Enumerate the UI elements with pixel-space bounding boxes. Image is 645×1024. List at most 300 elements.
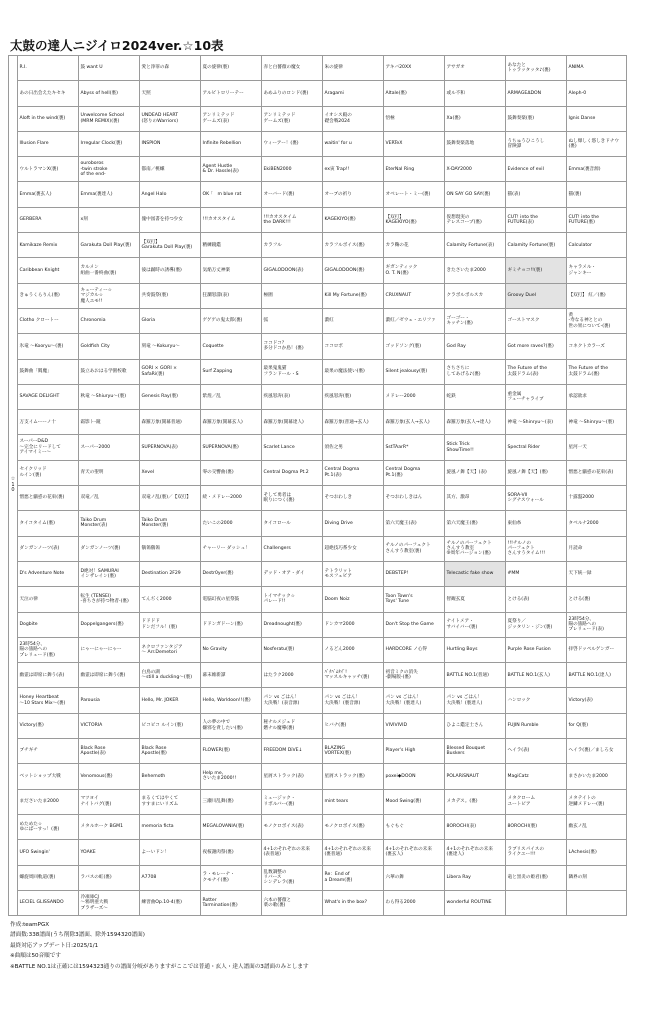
song-cell: きたさいたま2000 [445, 258, 506, 283]
song-cell: デッド・オア・ダイ [262, 561, 323, 586]
song-cell: BATTLE NO.1(玄人) [506, 663, 567, 688]
song-cell: FLOWER(裏) [201, 739, 262, 764]
song-cell: What's in the box? [323, 890, 384, 915]
song-cell: 赤と白薔薇の魔女 [262, 56, 323, 81]
song-cell: 森羅万象(普通→玄人) [323, 410, 384, 435]
song-cell: LECIEL GLISSANDO [18, 890, 79, 915]
song-cell: パン vs ごはん！ 大決戦！(裏達人) [445, 688, 506, 713]
song-cell: 竜と黒炎の姫君(裏) [506, 865, 567, 890]
song-cell: ANIMA [567, 56, 627, 81]
table-row [9, 814, 627, 839]
song-cell: 黄 -寿なる神ととの 世の果について-(裏) [567, 308, 627, 333]
song-cell: Clotho クロートー [18, 308, 79, 333]
song-cell: きゅうくらりん(裏) [18, 283, 79, 308]
song-cell: Gloria [140, 308, 201, 333]
song-cell: 星屑ストラック(裏) [323, 764, 384, 789]
song-cell: MagiCatz [506, 764, 567, 789]
song-cell: Spectral Rider [506, 435, 567, 460]
song-cell: ネクロファンタジア ～ Arr.Demetori [140, 637, 201, 662]
song-cell: ゴッドソング(裏) [384, 334, 445, 359]
song-cell: 最果の魔法使い(裏) [323, 359, 384, 384]
song-cell: ﾊﾞﾁﾊﾞﾑﾀｲﾞ! マッスルキャッチ(裏) [323, 663, 384, 688]
song-cell: Chronomia [79, 308, 140, 333]
song-cell: Taiko Drum Monster(裏) [140, 511, 201, 536]
song-cell: 蛇鉄 [445, 384, 506, 409]
table-row [9, 561, 627, 586]
song-cell: Nosferatu(裏) [262, 637, 323, 662]
song-cell: Caribbean Knight [18, 258, 79, 283]
footer-line: 最終対応アップデート日:2025/1/1 [10, 942, 99, 949]
song-cell: コネクトカラーズ [567, 334, 627, 359]
song-cell: スーパー2000 [79, 435, 140, 460]
song-cell: ヘイラ(表) [506, 739, 567, 764]
footer-line: ※曲順は50音順です [10, 953, 61, 960]
song-cell: 霜影ト-鏡 [79, 410, 140, 435]
song-cell: Got more raves?(裏) [506, 334, 567, 359]
song-cell: クラポルポルスカ [445, 283, 506, 308]
song-cell: Coquette [201, 334, 262, 359]
song-cell: セイクリッド ルイン(裏) [18, 460, 79, 485]
song-cell: キューティー☆ マジカル☆ 魔人エモ!! [79, 283, 140, 308]
song-cell: UFO Swingin' [18, 840, 79, 865]
song-cell: 天照 [140, 81, 201, 106]
song-cell: 第六天魔王(表) [384, 511, 445, 536]
song-cell: ヒバナ(裏) [323, 713, 384, 738]
song-cell: 傀中図書を持つ少女 [140, 207, 201, 232]
song-cell: MEGALOVANIA(裏) [201, 814, 262, 839]
song-cell: ARMAGEΔDON [506, 81, 567, 106]
song-cell: 森羅万象(開幕達人) [262, 410, 323, 435]
song-cell: R.I. [18, 56, 79, 81]
footer-line: 譜面数:338譜面(うち削除3譜面、除外1594320譜面) [10, 932, 145, 939]
song-cell: モノクロボイス(裏) [323, 814, 384, 839]
song-cell: SstTAarR* [384, 435, 445, 460]
song-cell: 4+1のそれぞれの未来 (裏玄人) [384, 840, 445, 865]
song-cell: EkiBEN2000 [262, 157, 323, 182]
song-cell: オベレート・ミー(裏) [384, 182, 445, 207]
song-cell: No Gravity [201, 637, 262, 662]
song-cell: ドドドド ドンだフル！(裏) [140, 612, 201, 637]
song-cell: Hello, Worldoon!!(裏) [201, 688, 262, 713]
song-cell: メドレー2000 [384, 384, 445, 409]
song-cell: 猫(表) [506, 182, 567, 207]
table-row [9, 511, 627, 536]
song-cell: Stick Trick ShowTime!! [445, 435, 506, 460]
table-row [9, 688, 627, 713]
song-cell: Hurtling Boys [445, 637, 506, 662]
song-cell: CUT! into the FUTURE(裏) [567, 207, 627, 232]
song-cell: Unwelcome School (MRM REMIX)(裏) [79, 106, 140, 131]
song-cell: Don't Stop the Game [384, 612, 445, 637]
table-row [9, 612, 627, 637]
song-cell: 幕末維新譚 [201, 663, 262, 688]
song-cell: GORI × GORI × SafaRi(裏) [140, 359, 201, 384]
song-cell: Irregular Clock(裏) [79, 131, 140, 156]
song-cell [506, 890, 567, 915]
song-cell: HARDCORE ノ心得 [384, 637, 445, 662]
table-row [9, 764, 627, 789]
song-cell: あなたと トゥラッタッタ♪(裏) [506, 56, 567, 81]
table-row [9, 233, 627, 258]
song-cell: !!!カオスタイム [201, 207, 262, 232]
song-cell: INSPION [140, 131, 201, 156]
song-cell: はたラク2000 [262, 663, 323, 688]
song-cell: 零の交響曲(裏) [201, 460, 262, 485]
song-cell: !!!チルノの パーフェクト さんすうタイム!!! [506, 536, 567, 561]
song-cell: よーいドン！ [140, 840, 201, 865]
table-row [9, 359, 627, 384]
song-cell: 拝啓ドッペルゲンガー [567, 637, 627, 662]
song-cell: 弧 [262, 308, 323, 333]
table-row [9, 157, 627, 182]
song-cell: 天下統一録 [567, 561, 627, 586]
song-cell: ex寅 Trap!! [323, 157, 384, 182]
song-cell: 承認欲求 [567, 384, 627, 409]
song-cell: 狂瀾怒濤(表) [201, 283, 262, 308]
song-cell: Central Dogma Pt.2 [262, 460, 323, 485]
song-cell: 乱数調整の リバース シンデレラ(裏) [262, 865, 323, 890]
song-cell: 十露盤2000 [567, 486, 627, 511]
song-cell: 幽霊は即席に舞う(表) [18, 663, 79, 688]
table-row [9, 131, 627, 156]
song-cell: !!!カオスタイム the DARK!!! [262, 207, 323, 232]
song-cell: CUT! into the FUTURE(表) [506, 207, 567, 232]
song-cell: Dreadnought(裏) [262, 612, 323, 637]
song-cell: 旋風ノ舞【天】(裏) [506, 460, 567, 485]
song-cell: The Future of the 太鼓ドラム(表) [506, 359, 567, 384]
song-cell [567, 890, 627, 915]
song-cell: ゴーストマスク [506, 308, 567, 333]
song-cell: Emma(裏音源) [567, 157, 627, 182]
song-cell: アルビトロリーテー [201, 81, 262, 106]
song-cell: 初音ミクの消失 -劇場版-(裏) [384, 663, 445, 688]
song-cell: キャラメル・ ジャンキー [567, 258, 627, 283]
song-cell: マツヨイ ナイトバグ(裏) [79, 789, 140, 814]
song-cell: 続・メドレー2000 [201, 486, 262, 511]
song-cell: Emma(裏玄人) [18, 182, 79, 207]
song-cell: アンリミテッド ゲームズ(表) [201, 106, 262, 131]
song-cell: 其方、激昂 [445, 486, 506, 511]
song-cell: Altale(裏) [384, 81, 445, 106]
song-cell: Dogbite [18, 612, 79, 637]
song-cell: チルノのパーフェクト さんすう教室(裏) [384, 536, 445, 561]
song-cell: Rotter Tarmination(裏) [201, 890, 262, 915]
song-cell: ダンガンノーツ(裏) [79, 536, 140, 561]
song-cell: Aleph-0 [567, 81, 627, 106]
song-cell: 都南／桃螺 [140, 157, 201, 182]
song-cell: mint tears [323, 789, 384, 814]
song-cell: OK ｢ m blue rat [201, 182, 262, 207]
song-cell: メタルホーク BGM1 [79, 814, 140, 839]
song-cell: 秘ナルメジェド 燃ナル魔導(裏) [262, 713, 323, 738]
song-cell: 電脳幻夜の星祭鼓 [201, 587, 262, 612]
song-cell: Scarlet Lance [262, 435, 323, 460]
song-cell: ゲゲゲの鬼太郎(裏) [201, 308, 262, 333]
song-cell: Help me, さいたま2000!! [201, 764, 262, 789]
song-cell: Central Dogma Pt.1(表) [323, 460, 384, 485]
table-row [9, 258, 627, 283]
song-cell: ドドンガドーン(裏) [201, 612, 262, 637]
song-cell: Hello, Mr. JOKER [140, 688, 201, 713]
song-cell: 星屑ストラック(表) [262, 764, 323, 789]
song-cell: カルメン 組曲一番終曲(裏) [79, 258, 140, 283]
song-cell: ココドコ？ 多分ドコか島！(裏) [262, 334, 323, 359]
song-cell: あめふりのロンド(裏) [262, 81, 323, 106]
song-cell: 鼓舞奏楽(裏) [506, 106, 567, 131]
song-cell: 憎悪と鶸惑の花束(裏) [18, 486, 79, 511]
song-cell: 六本の薔薇と 菜の歌(裏) [262, 890, 323, 915]
page-title: 太鼓の達人ニジイロ2024ver.☆10表 [10, 38, 224, 53]
song-cell: 白鳥の湖 ～still a duckling～(裏) [140, 663, 201, 688]
song-cell: 重金属 フューチャライブ [506, 384, 567, 409]
song-cell: 万支イムーーノ十 [18, 410, 79, 435]
song-cell: SORA-VII シグナスウォール [506, 486, 567, 511]
song-cell: ラ・モレーナ・ クモナイ(裏) [201, 865, 262, 890]
song-cell: 【双打】 紅／(裏) [567, 283, 627, 308]
song-cell: 双竜ノ乱(裏)／【双打】 [140, 486, 201, 511]
song-cell: 超絶技巧系少女 [323, 536, 384, 561]
song-cell: Calculator [567, 233, 627, 258]
song-cell: SAVAGE DELIGHT [18, 384, 79, 409]
song-cell: Victory(裏) [18, 713, 79, 738]
song-cell: 鶺鴒鶺鴒 [140, 536, 201, 561]
song-cell: 三瀬川乱舞(裏) [201, 789, 262, 814]
song-cell: 仮想現実の テレスコープ(裏) [445, 207, 506, 232]
song-cell: Behemoth [140, 764, 201, 789]
song-cell: そつおわしきはん [384, 486, 445, 511]
song-cell: ぬし爆しく悠しきドナウ(裏) [567, 131, 627, 156]
song-cell: とける(表) [506, 587, 567, 612]
song-cell: memoria ficta [140, 814, 201, 839]
song-cell: ギミチョコ!!(裏) [506, 258, 567, 283]
song-cell: カラフル [262, 233, 323, 258]
song-cell: ベットショップ大戦 [18, 764, 79, 789]
song-cell: Re：End of a Dream(裏) [323, 865, 384, 890]
song-cell: 最果鬼鬼猫 フランドール・S [262, 359, 323, 384]
song-cell: Purple Rose Fusion [506, 637, 567, 662]
song-cell: GIGALODOON(裏) [323, 258, 384, 283]
song-cell: ココロボ [323, 334, 384, 359]
song-cell: Angel Halo [140, 182, 201, 207]
song-cell: Doom Noiz [323, 587, 384, 612]
song-cell: 東仙糸 [506, 511, 567, 536]
level-label: ☆10 [9, 56, 18, 916]
song-cell: 濃紅／ゼウェ・エリファ [384, 308, 445, 333]
song-cell: Emma(裏達人) [79, 182, 140, 207]
song-cell: 森羅万象(玄人→達人) [445, 410, 506, 435]
table-row [9, 56, 627, 81]
song-cell: 紫煌／乱 [201, 384, 262, 409]
song-cell: そつおわしき [323, 486, 384, 511]
song-cell: アサガオ [445, 56, 506, 81]
song-cell: 夜桜謝肉祭(裏) [201, 840, 262, 865]
song-cell: Agent Hustle & Dr. Hassle(表) [201, 157, 262, 182]
song-cell: Genesis Ray(裏) [140, 384, 201, 409]
song-cell: BLAZING VORTEX(裏) [323, 739, 384, 764]
song-cell: Challengers [262, 536, 323, 561]
song-cell: EterNal Ring [384, 157, 445, 182]
song-cell: x刻 [79, 207, 140, 232]
song-cell: Diving Drive [323, 511, 384, 536]
song-cell: テトラリット モスフェビア [323, 561, 384, 586]
song-cell: パン vs ごはん！ 大決戦！(裏音源) [323, 688, 384, 713]
song-cell: VERTeX [384, 131, 445, 156]
song-cell: まさかいたま2000 [567, 764, 627, 789]
song-cell: 極圏 [262, 283, 323, 308]
song-cell: Telecastic fake show [445, 561, 506, 586]
song-cell: 森羅万象(開幕普通) [140, 410, 201, 435]
song-cell: The Future of the 太鼓ドラム(裏) [567, 359, 627, 384]
song-cell: 森羅万象(玄人→玄人) [384, 410, 445, 435]
song-cell: 青天の聖明 [79, 460, 140, 485]
song-cell: ON SAY GO SAY(裏) [445, 182, 506, 207]
table-row [9, 384, 627, 409]
song-cell: 第六天魔王(裏) [445, 511, 506, 536]
song-cell: 憎悪と鶸惑の花束(表) [567, 460, 627, 485]
song-cell: チルノのパーフェクト さんすう教室 ⑨周年バージョン(裏) [445, 536, 506, 561]
song-cell: Xevel [140, 460, 201, 485]
song-cell: カラフルボイス(裏) [323, 233, 384, 258]
song-cell: God Ray [445, 334, 506, 359]
song-cell: Victory(表) [567, 688, 627, 713]
song-cell: 鼓舞奏楽落地 [445, 131, 506, 156]
song-cell: SUPERNOVA(裏) [201, 435, 262, 460]
song-cell: 鼓立あおはる学園校歌 [79, 359, 140, 384]
song-cell: 神竜 ～Shinryu～(裏) [567, 410, 627, 435]
song-cell: タベルナ2000 [567, 511, 627, 536]
song-cell: 天泣の律 [18, 587, 79, 612]
song-cell: Venomous(裏) [79, 764, 140, 789]
song-cell: waitin' for u [323, 131, 384, 156]
song-cell: 彼は踊時の誘導(裏) [140, 258, 201, 283]
song-cell: D絶対！SAMURAI インザレイン(裏) [79, 561, 140, 586]
song-cell: 朱の旋律 [323, 56, 384, 81]
song-cell: Aloft in the wind(裏) [18, 106, 79, 131]
song-cell: GERBERA [18, 207, 79, 232]
song-cell: ウルトラマンX(裏) [18, 157, 79, 182]
song-cell: Parousia [79, 688, 140, 713]
song-cell: 23時54分、 陽の旅路への プレリュード(表) [567, 612, 627, 637]
song-cell: 刻竜 ～Kokuryu～ [140, 334, 201, 359]
song-cell: LAchesis(裏) [567, 840, 627, 865]
song-cell: 神竜 ～Shinryu～(表) [506, 410, 567, 435]
song-cell: 8OROCHI(裏) [506, 814, 567, 839]
song-cell: 或ル不和 [445, 81, 506, 106]
song-cell: Kill My Fortune(裏) [323, 283, 384, 308]
song-cell: KAGEKIYO(裏) [323, 207, 384, 232]
song-cell: Surf Zapping [201, 359, 262, 384]
table-row [9, 207, 627, 232]
song-cell: 月読命 [567, 536, 627, 561]
song-cell: 六華の舞 [384, 865, 445, 890]
song-cell: DEBSTEP! [384, 561, 445, 586]
song-cell: とける(裏) [567, 587, 627, 612]
song-cell: A7708 [140, 865, 201, 890]
song-cell: Toon Town's Toys' Tune [384, 587, 445, 612]
song-cell: 疾風怒涛(裏) [323, 384, 384, 409]
song-cell: チャーリー ダッシュ！ [201, 536, 262, 561]
song-cell: 愛と浄罪の森 [140, 56, 201, 81]
song-cell: 夏の旋律(裏) [201, 56, 262, 81]
song-cell: Central Dogma Pt.1(裏) [384, 460, 445, 485]
table-row [9, 334, 627, 359]
song-cell: 鼓 want U [79, 56, 140, 81]
table-row [9, 435, 627, 460]
table-row [9, 637, 627, 662]
song-cell: パン vs ごはん！ 大決戦！(表音源) [262, 688, 323, 713]
song-cell: Ignis Danse [567, 106, 627, 131]
song-cell: Groovy Duel [506, 283, 567, 308]
song-cell: 人の夢の中で 嫌邪を貪したい(裏) [201, 713, 262, 738]
song-cell: Calamity Fortune(裏) [506, 233, 567, 258]
song-cell: Abyss of hell(裏) [79, 81, 140, 106]
song-cell: POLARiSNAUT [445, 764, 506, 789]
song-cell: ひよこ鑑定士さん [445, 713, 506, 738]
song-cell: 星河一天 [567, 435, 627, 460]
song-cell: Black Rose Apostle(裏) [140, 739, 201, 764]
song-cell: SUPERNOVA(表) [140, 435, 201, 460]
song-cell: FREEDOM DiVE↓ [262, 739, 323, 764]
song-cell: 鼓舞曲「閻魔」 [18, 359, 79, 384]
table-row [9, 81, 627, 106]
song-cell: ピコピコ ルイン(裏) [140, 713, 201, 738]
table-row [9, 840, 627, 865]
song-cell: ドンカマ2000 [323, 612, 384, 637]
song-cell: BATTLE NO.1(普通) [445, 663, 506, 688]
song-cell: あの日出会えたキセキ [18, 81, 79, 106]
song-cell: ミュージック・ リボルバー(裏) [262, 789, 323, 814]
song-cell: Taiko Drum Monster(表) [79, 511, 140, 536]
song-cell: 冷凍庫CJ ～鴉明亜大戦 ブラザーズ～ [79, 890, 140, 915]
song-cell: パン vs ごはん！ 大決戦！(裏達人) [384, 688, 445, 713]
song-cell: モノクロボイス(表) [262, 814, 323, 839]
song-cell: 23時54分、 陽の旅路への プレリュード(裏) [18, 637, 79, 662]
song-cell: Honey Heartbeat ～10 Stars Mix～(裏) [18, 688, 79, 713]
song-cell: ゴーゴー・ キッチン(裏) [445, 308, 506, 333]
song-cell: Aragami [323, 81, 384, 106]
song-cell: ラバスの虹(裏) [79, 865, 140, 890]
song-cell: 精練鏡鑑 [201, 233, 262, 258]
song-cell: にゃーにゃーにゃー [79, 637, 140, 662]
song-cell: スーパーD&D ～完全にリードして アイマイミー～ [18, 435, 79, 460]
song-cell: 智観玄夏 [445, 587, 506, 612]
song-cell: Black Rose Apostle(表) [79, 739, 140, 764]
song-cell: 須佐之男 [323, 435, 384, 460]
song-cell: 隣界の刻 [567, 865, 627, 890]
song-cell: さちさちに してあげる♪(裏) [445, 359, 506, 384]
song-cell: for Q(裏) [567, 713, 627, 738]
song-cell: 4+1のそれぞれの未来 (表普通) [262, 840, 323, 865]
song-cell: 森羅万象(開幕玄人) [201, 410, 262, 435]
song-cell: オーブの祈り [323, 182, 384, 207]
song-cell: アキバ20XX [384, 56, 445, 81]
song-cell: ナイトメア・ サバイバー(裏) [445, 612, 506, 637]
footer-line: 作成:teamPGX [10, 922, 50, 928]
song-cell: VIVIVIVID [384, 713, 445, 738]
song-cell: うちゅうひこうし 冒険譚 [506, 131, 567, 156]
song-cell: X-DAY2000 [445, 157, 506, 182]
table-row [9, 890, 627, 915]
table-row [9, 536, 627, 561]
song-cell: ウィーアー！(裏) [262, 131, 323, 156]
song-cell: カラ鞠の花 [384, 233, 445, 258]
song-cell: ダンガンノーツ(表) [18, 536, 79, 561]
song-cell: 幽霊は即席に舞う(裏) [79, 663, 140, 688]
table-row [9, 106, 627, 131]
song-cell: UNDEAD HEART (怒りのWarriors) [140, 106, 201, 131]
song-cell: Calamity Fortune(表) [445, 233, 506, 258]
song-cell: ヘイラ(裏)／ましろ女 [567, 739, 627, 764]
